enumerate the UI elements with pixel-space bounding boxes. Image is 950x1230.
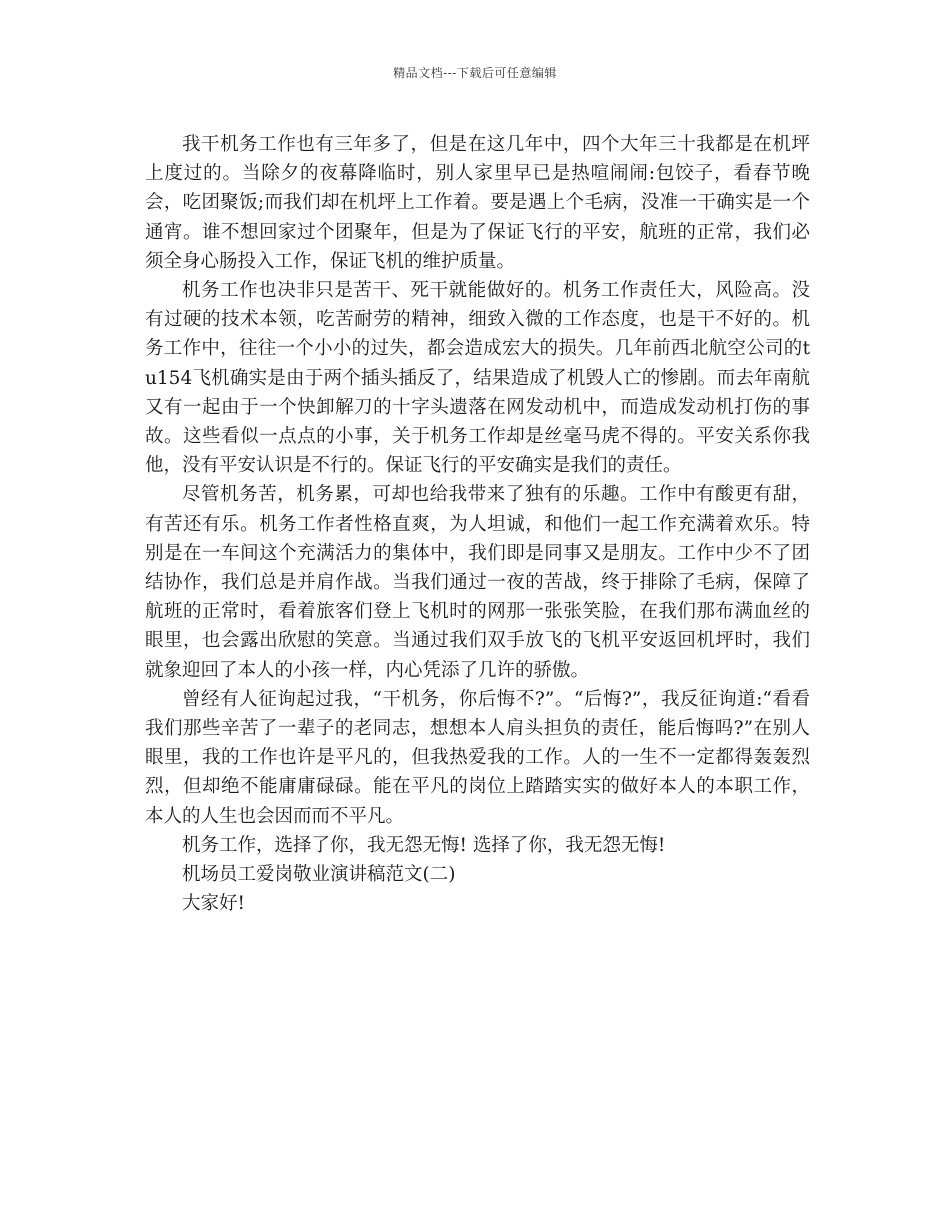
paragraph-3: 尽管机务苦，机务累，可却也给我带来了独有的乐趣。工作中有酸更有甜，有苦还有乐。机务工作者性格直爽，为人坦诚，和他们一起工作充满着欢乐。特别是在一车间这个充满活力的集体中，我们即是同事又是朋友。工作中少不了团结协作，我们总是并肩作战。当我们通过一夜的苦战，终于排除了毛病，保障了航班的正常时，看着旅客们登上飞机时的网那一张张笑脸，在我们那布满血丝的眼里，也会露出欣慰的笑意。当通过我们双手放飞的飞机平安返回机坪时，我们就象迎回了本人的小孩一样，内心凭添了几许的骄傲。: [145, 484, 810, 681]
document-body: [145, 130, 810, 918]
greeting: 大家好!: [182, 893, 245, 915]
paragraph-1: 我干机务工作也有三年多了，但是在这几年中，四个大年三十我都是在机坪上度过的。当除夕的夜幕降临时，别人家里早已是热喧闹闹:包饺子，看春节晚会，吃团聚饭;而我们却在机坪上工作着。要是遇上个毛病，没准一干确实是一个通宵。谁不想回家过个团聚年，但是为了保证飞行的平安，航班的正常，我们必须全身心肠投入工作，保证飞机的维护质量。: [145, 134, 810, 272]
section-title: 机场员工爱岗敬业演讲稿范文(二): [182, 864, 456, 886]
page-header: 精品文档---下载后可任意编辑: [393, 66, 557, 80]
paragraph-5: 机务工作，选择了你，我无怨无悔! 选择了你，我无怨无悔!: [182, 834, 666, 856]
paragraph-2: 机务工作也决非只是苦干、死干就能做好的。机务工作责任大，风险高。没有过硬的技术本领，吃苦耐劳的精神，细致入微的工作态度，也是干不好的。机务工作中，往往一个小小的过失，都会造成宏大的损失。几年前西北航空公司的tu154飞机确实是由于两个插头插反了，结果造成了机毁人亡的惨剧。而去年南航又有一起由于一个快卸解刀的十字头遗落在网发动机中，而造成发动机打伤的事故。这些看似一点点的小事，关于机务工作却是丝毫马虎不得的。平安关系你我他，没有平安认识是不行的。保证飞行的平安确实是我们的责任。: [145, 280, 810, 477]
paragraph-4: 曾经有人征询起过我，“干机务，你后悔不?”。“后悔?”，我反征询道:“看看我们那些辛苦了一辈子的老同志，想想本人肩头担负的责任，能后悔吗?”在别人眼里，我的工作也许是平凡的，但我热爱我的工作。人的一生不一定都得轰轰烈烈，但却绝不能庸庸碌碌。能在平凡的岗位上踏踏实实的做好本人的本职工作，本人的人生也会因而而不平凡。: [145, 688, 810, 827]
